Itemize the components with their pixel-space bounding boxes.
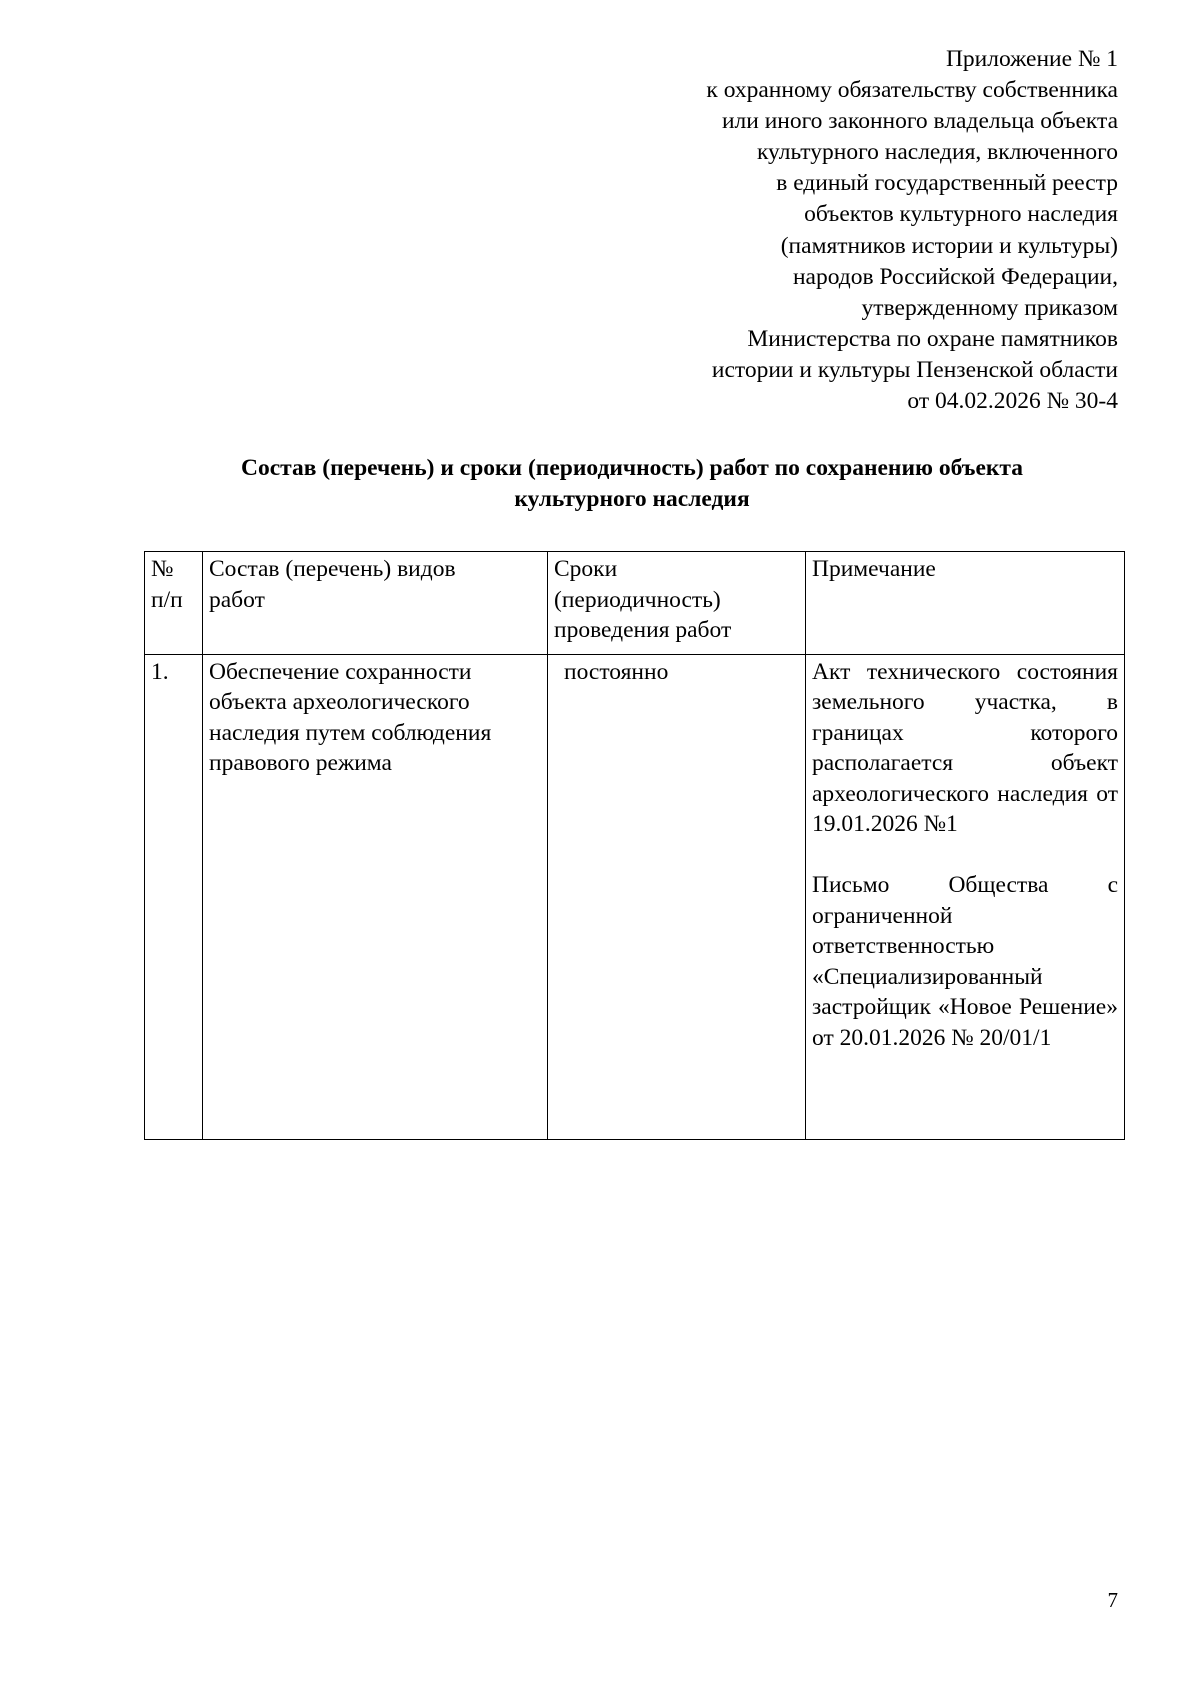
page-number: 7 [1107,1588,1118,1612]
row-terms: постоянно [564,658,669,685]
appendix-line: к охранному обязательству собственника [706,77,1118,104]
works-table [144,551,1125,1140]
appendix-line: Министерства по охране памятников [747,325,1118,352]
note-paragraph: Акт технического состояния земельного участка, в границах которого располагается объект археологического наследия от 19.01.2026 №1 [812,658,1118,837]
appendix-line: или иного законного владельца объекта [721,108,1118,135]
table-header-row [145,552,1125,655]
row-works: Обеспечение сохранности объекта археологического наследия путем соблюдения правового режима [209,658,492,776]
header-cell-note [806,552,1125,655]
header-note-label: Примечание [812,556,936,582]
note-paragraph: Письмо Общества с ограниченной ответственностью «Специализированный застройщик «Новое Решение» от 20.01.2026 № 20/01/1 [812,872,1118,1051]
table-row [145,654,1125,1139]
cell-num [145,654,203,1139]
cell-works [203,654,548,1139]
header-num-label: № п/п [151,556,183,613]
row-num: 1. [151,658,169,685]
header-cell-works [203,552,548,655]
cell-note [806,654,1125,1139]
appendix-line: утвержденному приказом [861,294,1118,321]
header-works-label: Состав (перечень) видов работ [209,556,456,613]
appendix-line: народов Российской Федерации, [792,263,1118,290]
header-cell-terms [548,552,806,655]
appendix-line: объектов культурного наследия [804,201,1118,228]
cell-terms [548,654,806,1139]
appendix-line: истории и культуры Пензенской области [711,356,1118,383]
header-cell-num [145,552,203,655]
appendix-line: от 04.02.2026 № 30-4 [907,388,1118,415]
appendix-line: культурного наследия, включенного [756,139,1118,166]
appendix-line: в единый государственный реестр [776,170,1118,197]
appendix-line: (памятников истории и культуры) [780,232,1118,259]
document-title-line: культурного наследия [514,486,750,512]
header-terms-label: Сроки (периодичность) проведения работ [554,556,732,643]
appendix-header [418,44,1118,417]
appendix-line: Приложение № 1 [945,46,1118,72]
document-title [144,453,1120,515]
document-title-line: Состав (перечень) и сроки (периодичность) работ по сохранению объекта [240,455,1024,481]
